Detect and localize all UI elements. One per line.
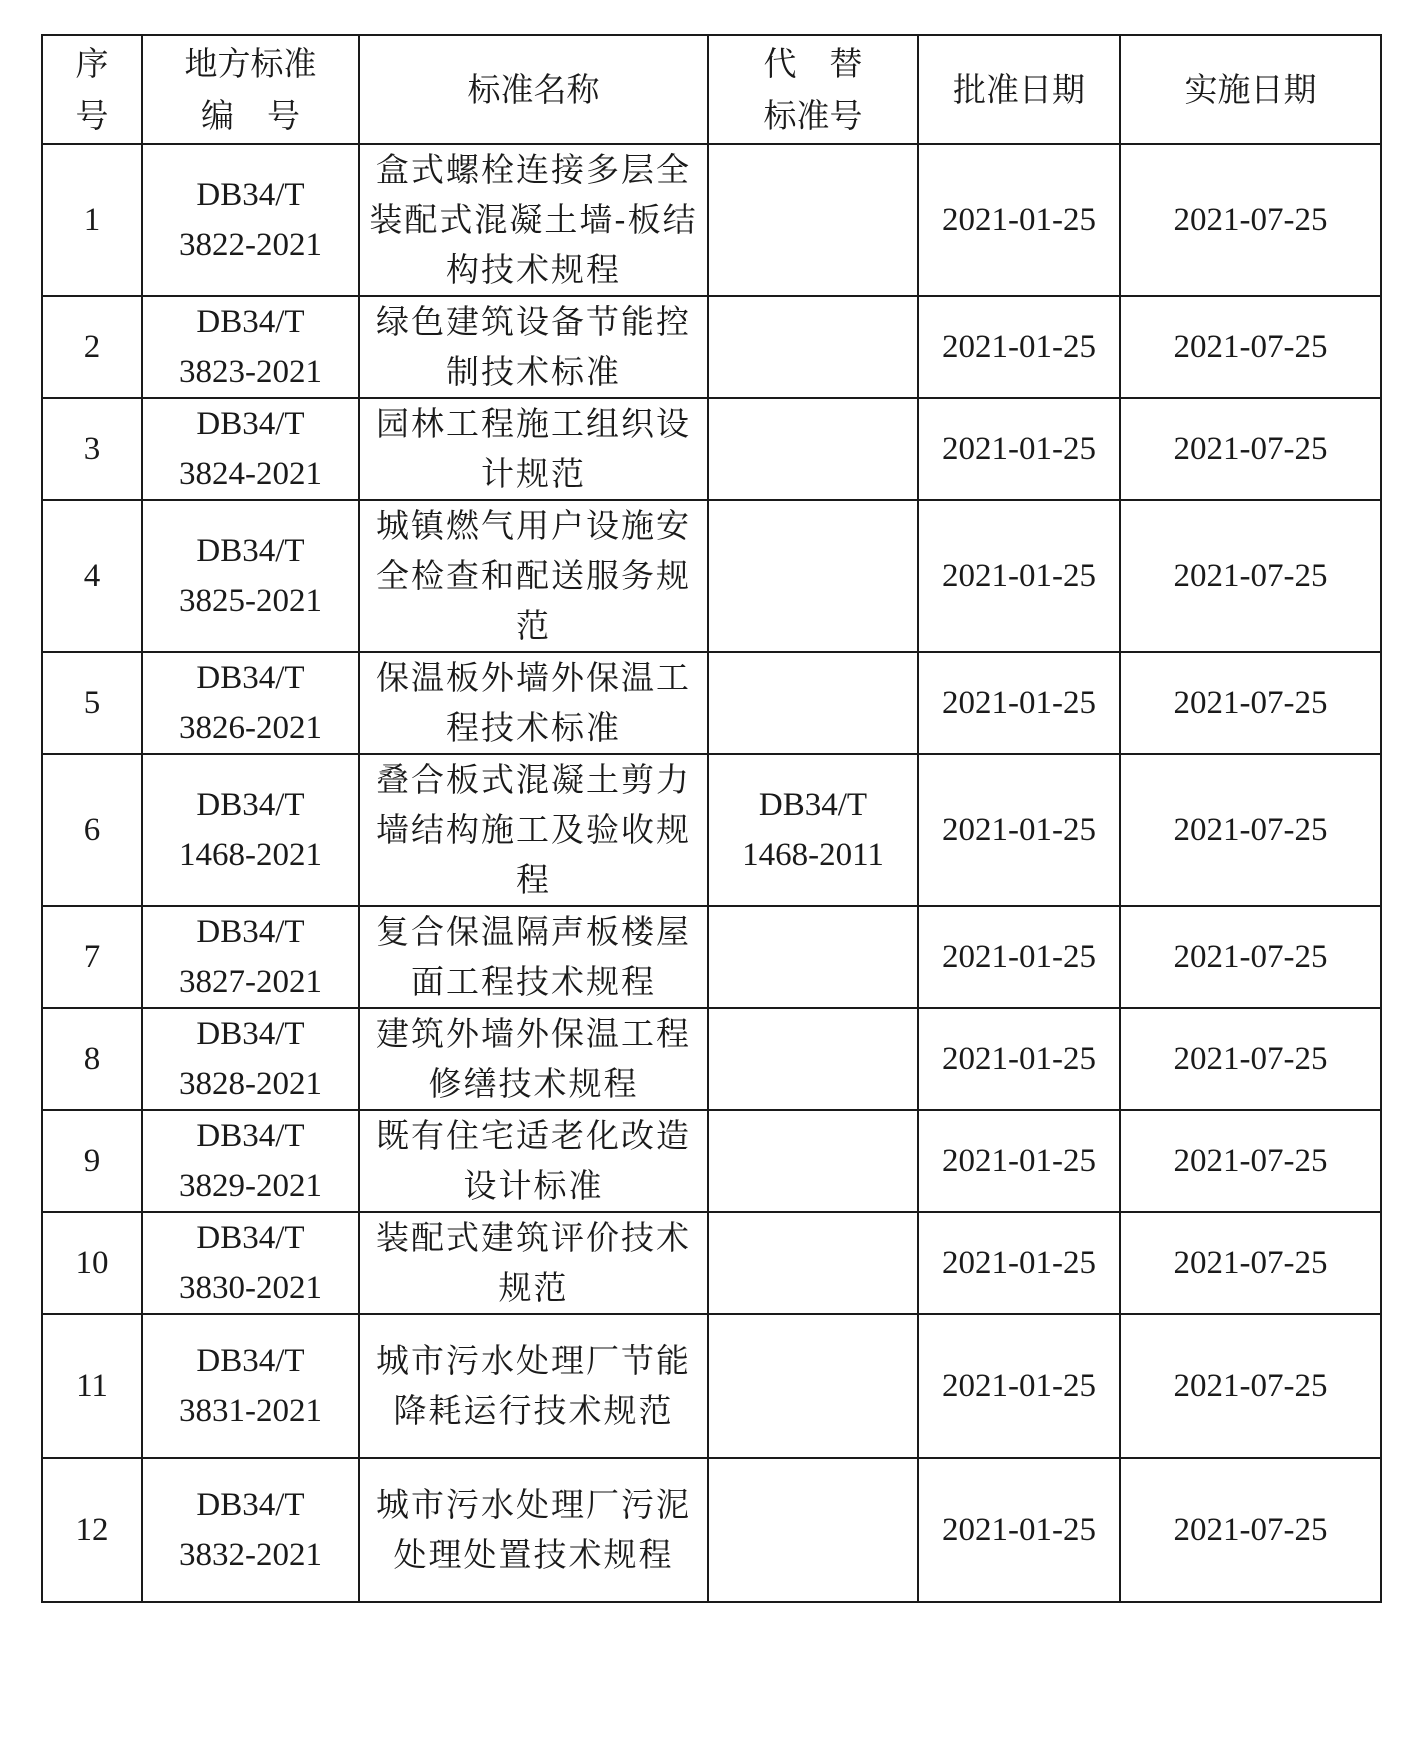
code-prefix: DB34/T [196, 304, 305, 340]
implement-date-cell: 2021-07-25 [1120, 1008, 1381, 1110]
code-prefix: DB34/T [196, 1016, 305, 1052]
implement-date-cell: 2021-07-25 [1120, 1110, 1381, 1212]
code-cell [142, 906, 359, 1008]
table-row [42, 1458, 1381, 1602]
seq-cell: 9 [42, 1110, 142, 1212]
code-number: 3829-2021 [179, 1168, 322, 1204]
seq-cell: 12 [42, 1458, 142, 1602]
code-number: 3830-2021 [179, 1270, 322, 1306]
implement-date-cell: 2021-07-25 [1120, 398, 1381, 500]
approve-date-cell: 2021-01-25 [918, 296, 1120, 398]
code-number: 3828-2021 [179, 1066, 322, 1102]
name-cell: 园林工程施工组织设计规范 [359, 398, 708, 500]
seq-cell: 1 [42, 144, 142, 296]
name-cell: 城市污水处理厂污泥处理处置技术规程 [359, 1458, 708, 1602]
code-prefix: DB34/T [196, 914, 305, 950]
table-row [42, 500, 1381, 652]
replace-cell [708, 754, 918, 906]
approve-date-cell: 2021-01-25 [918, 1212, 1120, 1314]
code-cell [142, 144, 359, 296]
implement-date-cell: 2021-07-25 [1120, 1212, 1381, 1314]
replace-cell [708, 1212, 918, 1314]
code-cell [142, 500, 359, 652]
replace-prefix: DB34/T [758, 787, 868, 823]
approve-date-cell: 2021-01-25 [918, 906, 1120, 1008]
seq-cell: 7 [42, 906, 142, 1008]
implement-date-cell: 2021-07-25 [1120, 1458, 1381, 1602]
code-number: 3824-2021 [179, 456, 322, 492]
approve-date-cell: 2021-01-25 [918, 1008, 1120, 1110]
replace-number: 1468-2011 [742, 837, 884, 873]
table-row [42, 1212, 1381, 1314]
name-cell: 城市污水处理厂节能降耗运行技术规范 [359, 1314, 708, 1458]
seq-cell: 2 [42, 296, 142, 398]
implement-date-cell: 2021-07-25 [1120, 500, 1381, 652]
header-code [142, 35, 359, 144]
table-row [42, 754, 1381, 906]
code-cell [142, 398, 359, 500]
code-number: 3831-2021 [179, 1393, 322, 1429]
header-replace-line-1: 代 替 [763, 43, 863, 83]
name-cell: 盒式螺栓连接多层全装配式混凝土墙-板结构技术规程 [359, 144, 708, 296]
implement-date-cell: 2021-07-25 [1120, 652, 1381, 754]
table-row [42, 398, 1381, 500]
code-number: 3826-2021 [179, 710, 322, 746]
code-prefix: DB34/T [196, 533, 305, 569]
table-row [42, 144, 1381, 296]
code-prefix: DB34/T [196, 177, 305, 213]
replace-cell [708, 1458, 918, 1602]
seq-cell: 11 [42, 1314, 142, 1458]
seq-cell: 4 [42, 500, 142, 652]
name-cell: 城镇燃气用户设施安全检查和配送服务规范 [359, 500, 708, 652]
approve-date-cell: 2021-01-25 [918, 500, 1120, 652]
table-row [42, 1314, 1381, 1458]
approve-date-cell: 2021-01-25 [918, 754, 1120, 906]
code-prefix: DB34/T [196, 660, 305, 696]
implement-date-cell: 2021-07-25 [1120, 754, 1381, 906]
replace-cell [708, 1314, 918, 1458]
header-seq-line-1: 序 [75, 43, 109, 83]
approve-date-cell: 2021-01-25 [918, 1314, 1120, 1458]
replace-cell [708, 500, 918, 652]
seq-cell: 10 [42, 1212, 142, 1314]
name-cell: 绿色建筑设备节能控制技术标准 [359, 296, 708, 398]
code-prefix: DB34/T [196, 1343, 305, 1379]
code-prefix: DB34/T [196, 1118, 305, 1154]
name-cell: 装配式建筑评价技术规范 [359, 1212, 708, 1314]
code-number: 3832-2021 [179, 1537, 322, 1573]
code-number: 3825-2021 [179, 583, 322, 619]
header-approve-date: 批准日期 [918, 35, 1120, 144]
code-prefix: DB34/T [196, 1487, 305, 1523]
code-cell [142, 754, 359, 906]
code-number: 3822-2021 [179, 227, 322, 263]
code-prefix: DB34/T [196, 787, 305, 823]
standards-table [41, 34, 1382, 1603]
approve-date-cell: 2021-01-25 [918, 1110, 1120, 1212]
code-number: 1468-2021 [179, 837, 322, 873]
replace-cell [708, 1110, 918, 1212]
table-row [42, 1110, 1381, 1212]
approve-date-cell: 2021-01-25 [918, 652, 1120, 754]
replace-cell [708, 296, 918, 398]
table-row [42, 296, 1381, 398]
table-row [42, 652, 1381, 754]
replace-cell [708, 906, 918, 1008]
approve-date-cell: 2021-01-25 [918, 1458, 1120, 1602]
name-cell: 既有住宅适老化改造设计标准 [359, 1110, 708, 1212]
name-cell: 建筑外墙外保温工程修缮技术规程 [359, 1008, 708, 1110]
name-cell: 保温板外墙外保温工程技术标准 [359, 652, 708, 754]
header-replace [708, 35, 918, 144]
header-name: 标准名称 [359, 35, 708, 144]
implement-date-cell: 2021-07-25 [1120, 1314, 1381, 1458]
code-number: 3823-2021 [179, 354, 322, 390]
implement-date-cell: 2021-07-25 [1120, 144, 1381, 296]
code-prefix: DB34/T [196, 1220, 305, 1256]
name-cell: 叠合板式混凝土剪力墙结构施工及验收规程 [359, 754, 708, 906]
header-seq [42, 35, 142, 144]
header-code-line-2: 编 号 [201, 95, 300, 135]
table-row [42, 906, 1381, 1008]
approve-date-cell: 2021-01-25 [918, 144, 1120, 296]
replace-cell [708, 652, 918, 754]
seq-cell: 8 [42, 1008, 142, 1110]
code-prefix: DB34/T [196, 406, 305, 442]
header-replace-line-2: 标准号 [763, 95, 863, 135]
code-cell [142, 652, 359, 754]
replace-cell [708, 144, 918, 296]
seq-cell: 6 [42, 754, 142, 906]
code-cell [142, 1008, 359, 1110]
replace-cell [708, 398, 918, 500]
implement-date-cell: 2021-07-25 [1120, 906, 1381, 1008]
header-seq-line-2: 号 [75, 95, 109, 135]
header-implement-date: 实施日期 [1120, 35, 1381, 144]
header-code-line-1: 地方标准 [184, 43, 317, 83]
replace-cell [708, 1008, 918, 1110]
code-cell [142, 1458, 359, 1602]
header-row [42, 35, 1381, 144]
table-body [42, 144, 1381, 1602]
table-row [42, 1008, 1381, 1110]
code-cell [142, 1314, 359, 1458]
seq-cell: 3 [42, 398, 142, 500]
code-cell [142, 1110, 359, 1212]
code-cell [142, 1212, 359, 1314]
code-number: 3827-2021 [179, 964, 322, 1000]
code-cell [142, 296, 359, 398]
approve-date-cell: 2021-01-25 [918, 398, 1120, 500]
name-cell: 复合保温隔声板楼屋面工程技术规程 [359, 906, 708, 1008]
seq-cell: 5 [42, 652, 142, 754]
implement-date-cell: 2021-07-25 [1120, 296, 1381, 398]
